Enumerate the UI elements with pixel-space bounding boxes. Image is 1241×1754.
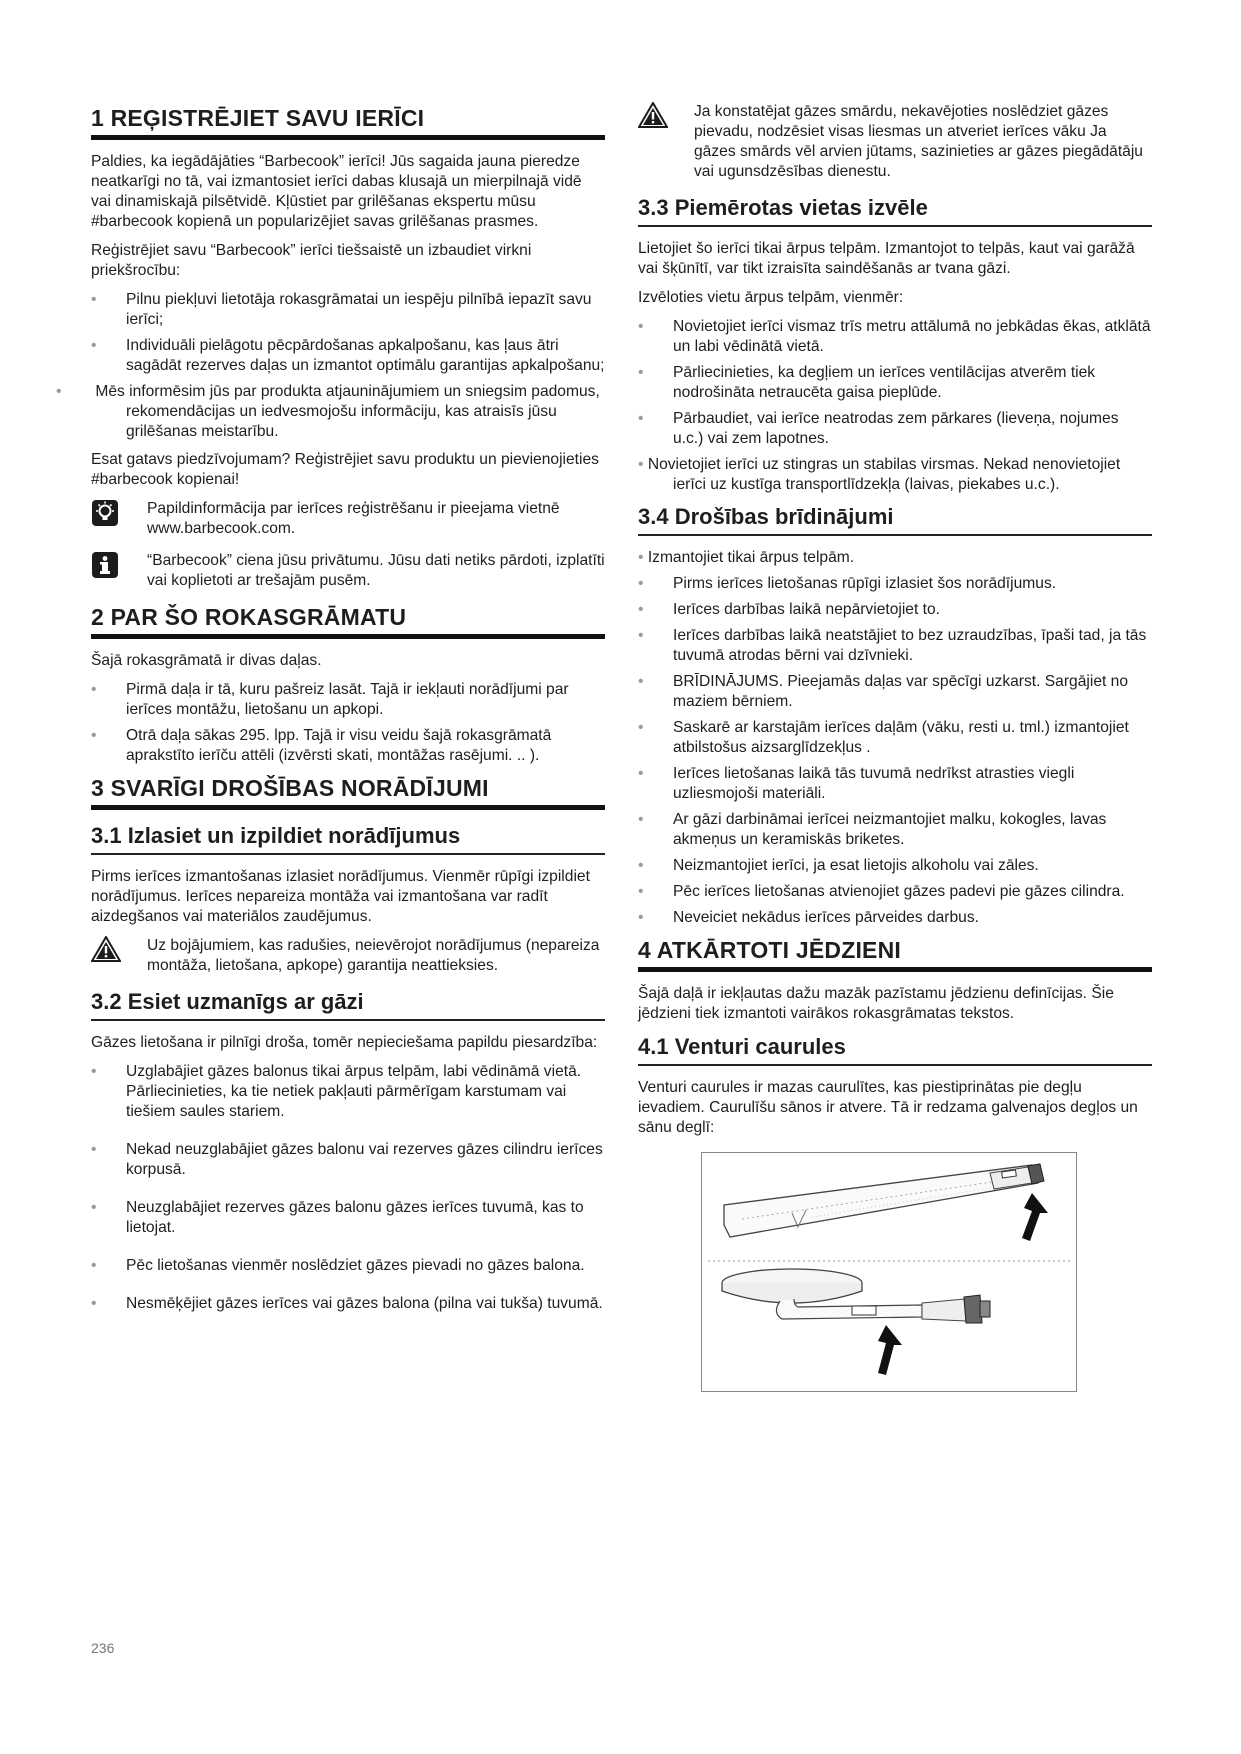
section-3-2-intro: Gāzes lietošana ir pilnīgi droša, tomēr nepieciešama papildu piesardzība: <box>91 1034 598 1051</box>
list-item: • Nesmēķējiet gāzes ierīces vai gāzes balona (pilna vai tukša) tuvumā. <box>91 1295 603 1312</box>
section-3-title: 3 SVARĪGI DROŠĪBAS NORĀDĪJUMI <box>91 774 605 810</box>
section-3-3-intro: Izvēloties vietu ārpus telpām, vienmēr: <box>638 289 904 306</box>
arrow-icon <box>878 1325 902 1375</box>
section-3-3-title: 3.3 Piemērotas vietas izvēle <box>638 194 1152 227</box>
list-item: • Izmantojiet tikai ārpus telpām. <box>638 549 855 566</box>
section-2-list <box>91 680 605 766</box>
list-item: • Pilnu piekļuvi lietotāja rokasgrāmatai un iespēju pilnībā iepazīt savu ierīci; <box>91 291 592 328</box>
list-item: • Neuzglabājiet rezerves gāzes balonu gāzes ierīces tuvumā, kas to lietojat. <box>91 1199 584 1236</box>
section-3-2-title: 3.2 Esiet uzmanīgs ar gāzi <box>91 988 605 1021</box>
venturi-illustration <box>702 1153 1076 1391</box>
right-column <box>638 102 1152 1392</box>
section-4-1-text: Venturi caurules ir mazas caurulītes, kas piestiprinātas pie degļu ievadiem. Caurulīšu sānos ir atvere. Tā ir redzama galvenajos degļos un sānu deglī: <box>638 1079 1138 1136</box>
list-item: • Ierīces darbības laikā neatstājiet to bez uzraudzības, īpaši tad, ja tās tuvumā atrodas bērni vai dzīvnieki. <box>638 627 1147 664</box>
list-item: • Ar gāzi darbināmai ierīcei neizmantojiet malku, kokogles, lavas akmeņus un keramiskās briketes. <box>638 811 1107 848</box>
info-note <box>91 551 605 591</box>
lightbulb-icon <box>91 499 147 532</box>
list-item: • Pēc lietošanas vienmēr noslēdziet gāzes pievadi no gāzes balona. <box>91 1257 585 1274</box>
section-1-title: 1 REĢISTRĒJIET SAVU IERĪCI <box>91 104 605 140</box>
section-3-3-text: Lietojiet šo ierīci tikai ārpus telpām. Izmantojot to telpās, kaut vai garāžā vai šķūnītī, var tikt izraisīta saindēšanās ar tvana gāzi. <box>638 240 1135 277</box>
section-1-call-to-action: Esat gatavs piedzīvojumam? Reģistrējiet savu produktu un pievienojieties #barbecook kopienai! <box>91 451 599 488</box>
section-3-1-text: Pirms ierīces izmantošanas izlasiet norādījumus. Vienmēr rūpīgi izpildiet norādījumus. Ierīces nepareiza montāža vai izmantošana var radīt aizdegšanos vai materiālos zaudējumus. <box>91 868 590 925</box>
list-item: • Pēc ierīces lietošanas atvienojiet gāzes padevi pie gāzes cilindra. <box>638 883 1125 900</box>
list-item: • Individuāli pielāgotu pēcpārdošanas apkalpošanu, kas ļaus ātri sagādāt rezerves daļas un izmantot optimālu garantijas apkalpošanu; <box>91 337 605 374</box>
venturi-tubes-figure <box>701 1152 1077 1392</box>
section-2-title: 2 PAR ŠO ROKASGRĀMATU <box>91 603 605 639</box>
section-1-intro: Paldies, ka iegādājāties “Barbecook” ierīci! Jūs sagaida jauna pieredze neatkarīgi no tā, vai izmantosiet ierīci dabas klusajā un mierpilnajā vidē vai dinamiskajā pilsētvidē. Kļūstiet par grilēšanas ekspertu mūsu #barbecook kopienā un popularizējiet savas grilēšanas prasmes. <box>91 153 582 230</box>
list-item: • Pirms ierīces lietošanas rūpīgi izlasiet šos norādījumus. <box>638 575 1057 592</box>
section-1-benefits-list <box>56 290 605 442</box>
gas-safety-list <box>91 1062 605 1314</box>
arrow-icon <box>1022 1193 1048 1241</box>
info-text: “Barbecook” ciena jūsu privātumu. Jūsu dati netiks pārdoti, izplatīti vai koplietoti ar trešajām pusēm. <box>147 552 605 589</box>
safety-warnings-list <box>638 548 1152 928</box>
page-number: 236 <box>91 1640 115 1656</box>
list-item: • Nekad neuzglabājiet gāzes balonu vai rezerves gāzes cilindru ierīces korpusā. <box>91 1141 603 1178</box>
info-icon <box>91 551 147 584</box>
list-item: • Neizmantojiet ierīci, ja esat lietojis alkoholu vai zāles. <box>638 857 1039 874</box>
section-2-intro: Šajā rokasgrāmatā ir divas daļas. <box>91 652 322 669</box>
warranty-warning <box>91 936 605 976</box>
list-item: • Uzglabājiet gāzes balonus tikai ārpus telpām, labi vēdināmā vietā. Pārliecinieties, ka tie netiek pakļauti pārmērīgam karstumam vai tiešiem saules stariem. <box>91 1063 582 1120</box>
list-item: • Pārliecinieties, ka degļiem un ierīces ventilācijas atverēm tiek nodrošināta netraucēta gaisa pieplūde. <box>638 364 1096 401</box>
section-4-intro: Šajā daļā ir iekļautas dažu mazāk pazīstamu jēdzienu definīcijas. Šie jēdzieni tiek izmantoti vairākos rokasgrāmatas tekstos. <box>638 985 1114 1022</box>
section-3-1-title: 3.1 Izlasiet un izpildiet norādījumus <box>91 822 605 855</box>
list-item: • Saskarē ar karstajām ierīces daļām (vāku, resti u. tml.) izmantojiet atbilstošus aizsarglīdzekļus . <box>638 719 1129 756</box>
warning-triangle-icon <box>91 936 147 967</box>
list-item: • Otrā daļa sākas 295. lpp. Tajā ir visu veidu šajā rokasgrāmatā aprakstīto ierīču attēli (izvērsti skati, montāžas rasējumi. .. ). <box>91 727 552 764</box>
gas-smell-warning <box>638 102 1152 182</box>
list-item: • BRĪDINĀJUMS. Pieejamās daļas var spēcīgi uzkarst. Sargājiet no maziem bērniem. <box>638 673 1128 710</box>
list-item: • Mēs informēsim jūs par produkta atjauninājumiem un sniegsim padomus, rekomendācijas un iedvesmojošu informāciju, kas atraisīs jūsu grilēšanas meistarību. <box>56 383 600 440</box>
location-list <box>638 317 1152 495</box>
left-column <box>56 100 605 1332</box>
list-item: • Novietojiet ierīci vismaz trīs metru attālumā no jebkādas ēkas, atklātā un labi vēdinātā vietā. <box>638 318 1151 355</box>
list-item: • Novietojiet ierīci uz stingras un stabilas virsmas. Nekad nenovietojiet ierīci uz kustīga transportlīdzekļa (laivas, piekabes u.c.). <box>638 456 1121 493</box>
section-4-title: 4 ATKĀRTOTI JĒDZIENI <box>638 936 1152 972</box>
list-item: • Pirmā daļa ir tā, kuru pašreiz lasāt. Tajā ir iekļauti norādījumi par ierīces montāžu, lietošanu un apkopi. <box>91 681 569 718</box>
tip-note <box>91 499 605 539</box>
list-item: • Ierīces darbības laikā nepārvietojiet to. <box>638 601 940 618</box>
side-burner-drawing <box>722 1269 990 1323</box>
list-item: • Neveiciet nekādus ierīces pārveides darbus. <box>638 909 979 926</box>
tip-text: Papildinformācija par ierīces reģistrēšanu ir pieejama vietnē www.barbecook.com. <box>147 500 560 537</box>
section-3-4-title: 3.4 Drošības brīdinājumi <box>638 503 1152 536</box>
list-item: • Ierīces lietošanas laikā tās tuvumā nedrīkst atrasties viegli uzliesmojoši materiāli. <box>638 765 1075 802</box>
list-item: • Pārbaudiet, vai ierīce neatrodas zem pārkares (lieveņa, nojumes u.c.) vai zem lapotnes. <box>638 410 1119 447</box>
section-4-1-title: 4.1 Venturi caurules <box>638 1033 1152 1066</box>
warning-triangle-icon <box>638 102 694 133</box>
gas-smell-warning-text: Ja konstatējat gāzes smārdu, nekavējoties noslēdziet gāzes pievadu, nodzēsiet visas liesmas un atveriet ierīces vāku Ja gāzes smārds vēl arvien jūtams, sazinieties ar gāzes piegādātāju vai ugunsdzēsības dienestu. <box>694 103 1143 180</box>
section-1-benefits-intro: Reģistrējiet savu “Barbecook” ierīci tiešsaistē un izbaudiet virkni priekšrocību: <box>91 242 532 279</box>
warranty-warning-text: Uz bojājumiem, kas radušies, neievērojot norādījumus (nepareiza montāža, lietošana, apkope) garantija neattieksies. <box>147 937 600 974</box>
main-burner-drawing <box>724 1164 1044 1237</box>
